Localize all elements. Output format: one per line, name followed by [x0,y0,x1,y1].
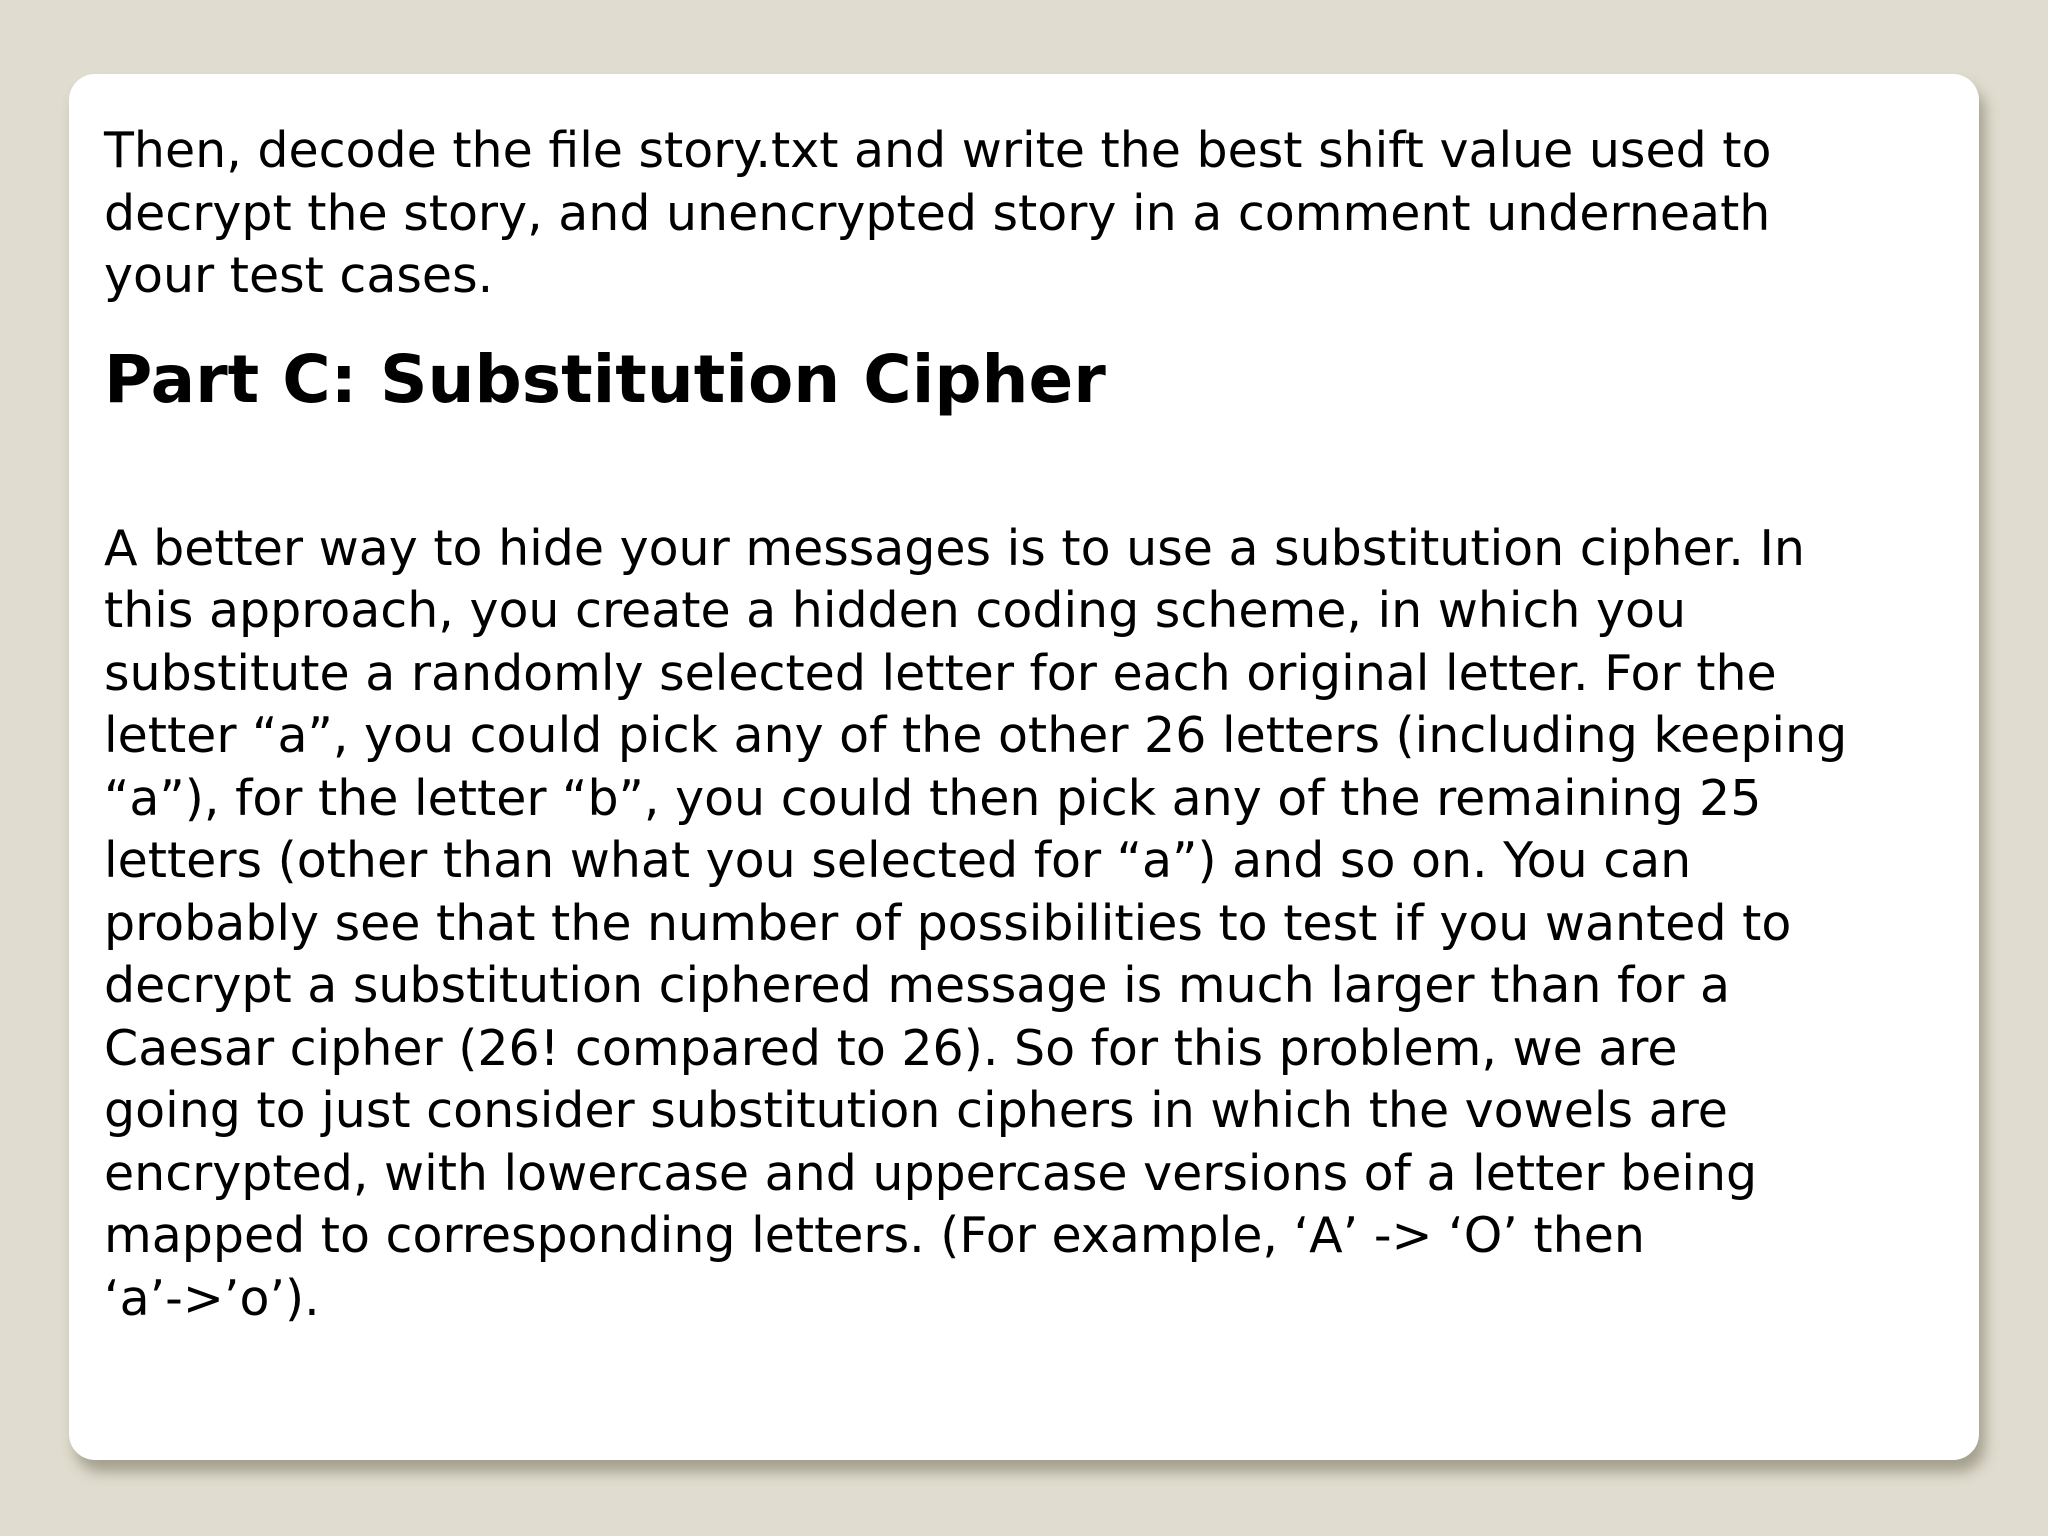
body-paragraph: A better way to hide your messages is to use a substitution cipher. In this approach, you create a hidden coding scheme, in which you substitute a randomly selected letter for each original letter. For the letter “a”, you could pick any of the other 26 letters (including keeping “a”), for the letter “b”, you could then pick any of the remaining 25 letters (other than what you selected for “a”) and so on. You can probably see that the number of possibilities to test if you wanted to decrypt a substitution ciphered message is much larger than for a Caesar cipher (26! compared to 26). So for this problem, we are going to just consider substitution ciphers in which the vowels are encrypted, with lowercase and uppercase versions of a letter being mapped to corresponding letters. (For example, ‘A’ -> ‘O’ then ‘a’->’o’). [104,519,1848,1327]
intro-paragraph: Then, decode the file story.txt and write the best shift value used to decrypt the story, and unencrypted story in a comment underneath your test cases. [104,122,1772,304]
section-heading: Part C: Substitution Cipher [104,340,1106,418]
slide-content [104,120,1964,1330]
